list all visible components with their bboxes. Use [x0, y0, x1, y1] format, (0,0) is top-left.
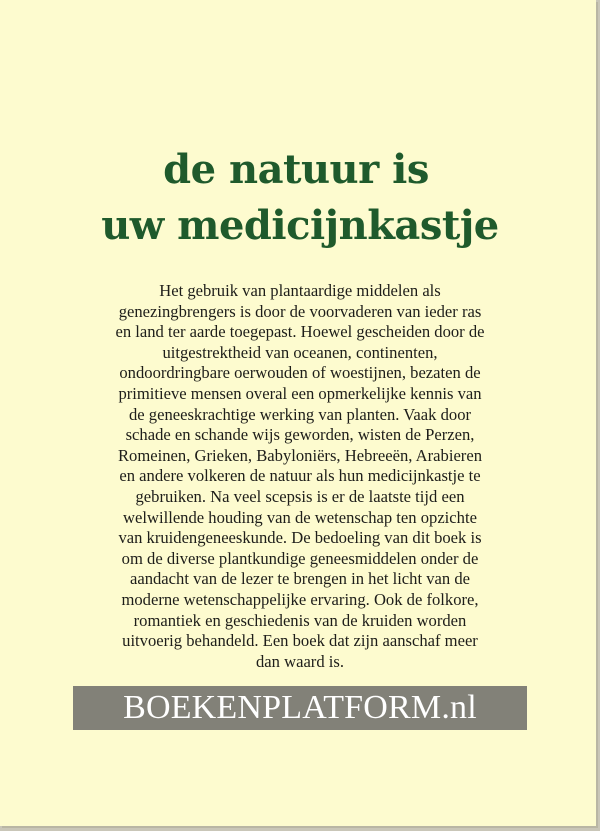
blurb-line: primitieve mensen overal een opmerkelijke kennis van: [118, 383, 482, 403]
blurb-line: romantiek en geschiedenis van de kruiden worden: [133, 610, 467, 630]
blurb-line: van kruidengeneeskunde. De bedoeling van dit boek is: [118, 528, 482, 548]
blurb-line: Romeinen, Grieken, Babyloniërs, Hebreeën, Arabieren: [117, 445, 482, 465]
title-line-2: uw medicijnkastje: [101, 202, 499, 249]
book-title: [0, 142, 600, 254]
blurb-line: om de diverse plantkundige geneesmiddelen onder de: [121, 548, 479, 568]
title-line-1: de natuur is: [163, 146, 429, 193]
blurb-line: genezingbrengers is door de voorvaderen van ieder ras: [118, 301, 482, 321]
blurb-line: gebruiken. Na veel scepsis is er de laatste tijd een: [135, 486, 465, 506]
blurb-line: ondoordringbare oerwouden of woestijnen, bezaten de: [119, 363, 481, 383]
blurb-line: moderne wetenschappelijke ervaring. Ook de folkore,: [121, 589, 479, 609]
blurb-line: de geneeskrachtige werking van planten. Vaak door: [128, 404, 472, 424]
blurb-text: [82, 281, 518, 672]
blurb-line: aandacht van de lezer te brengen in het licht van de: [129, 569, 470, 589]
blurb-line: en andere volkeren de natuur als hun medicijnkastje te: [119, 466, 481, 486]
blurb-line: uitvoerig behandeld. Een boek dat zijn aanschaf meer: [122, 631, 478, 651]
watermark-banner: BOEKENPLATFORM.nl: [73, 686, 527, 730]
blurb-line: schade en schande wijs geworden, wisten de Perzen,: [125, 425, 475, 445]
blurb-line: dan waard is.: [255, 651, 344, 671]
blurb-line: welwillende houding van de wetenschap ten opzichte: [123, 507, 477, 527]
blurb-line: en land ter aarde toegepast. Hoewel gescheiden door de: [115, 322, 485, 342]
blurb-line: uitgestrektheid van oceanen, continenten,: [162, 342, 438, 362]
blurb-line: Het gebruik van plantaardige middelen als: [159, 281, 441, 300]
